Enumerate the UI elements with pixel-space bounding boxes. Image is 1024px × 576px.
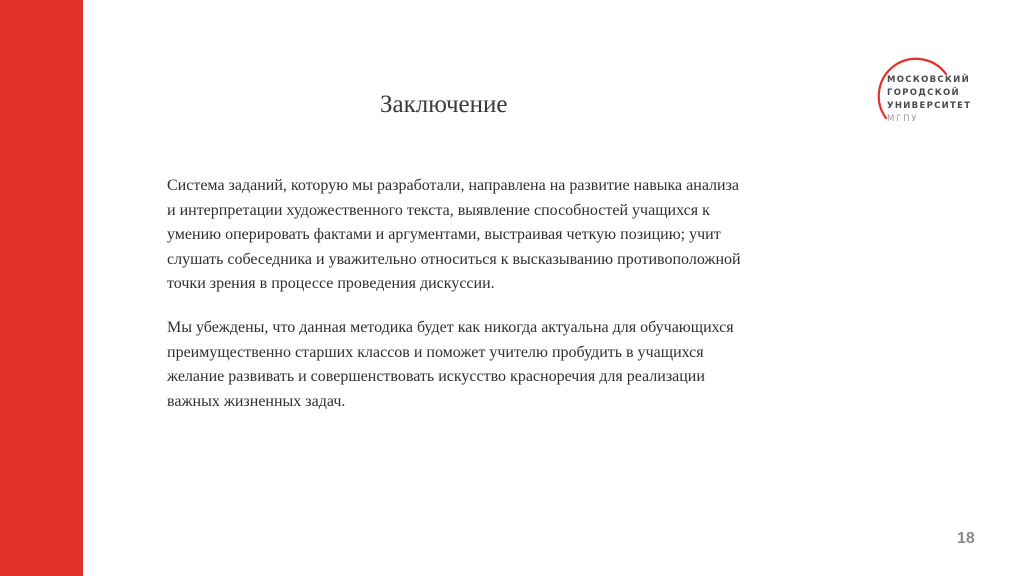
logo-wordmark — [887, 74, 971, 126]
logo-line: МОСКОВСКИЙ — [887, 75, 970, 85]
university-logo — [872, 52, 982, 134]
logo-line: ГОРОДСКОЙ — [887, 88, 960, 98]
paragraph-line: важных жизненных задач. — [167, 392, 346, 410]
page-number: 18 — [957, 530, 975, 547]
paragraph-line: желание развивать и совершенствовать искусство красноречия для реализации — [167, 368, 705, 385]
logo-line: УНИВЕРСИТЕТ — [887, 101, 972, 111]
paragraph-line: умению оперировать фактами и аргументами, выстраивая четкую позицию; учит — [167, 226, 721, 243]
slide-title: Заключение — [380, 91, 508, 118]
paragraph-line: преимущественно старших классов и поможет учителю пробудить в учащихся — [167, 343, 704, 361]
body-paragraph-1 — [167, 174, 867, 297]
paragraph-line: слушать собеседника и уважительно относиться к высказыванию противоположной — [167, 250, 741, 268]
accent-sidebar-bar — [0, 0, 83, 576]
paragraph-line: и интерпретации художественного текста, выявление способностей учащихся к — [167, 201, 710, 219]
logo-abbreviation: МГПУ — [887, 114, 919, 124]
paragraph-line: Мы убеждены, что данная методика будет как никогда актуальна для обучающихся — [167, 319, 734, 336]
paragraph-line: Система заданий, которую мы разработали, направлена на развитие навыка анализа — [167, 177, 740, 194]
paragraph-line: точки зрения в процессе проведения дискуссии. — [167, 275, 495, 292]
body-paragraph-2 — [167, 316, 867, 414]
